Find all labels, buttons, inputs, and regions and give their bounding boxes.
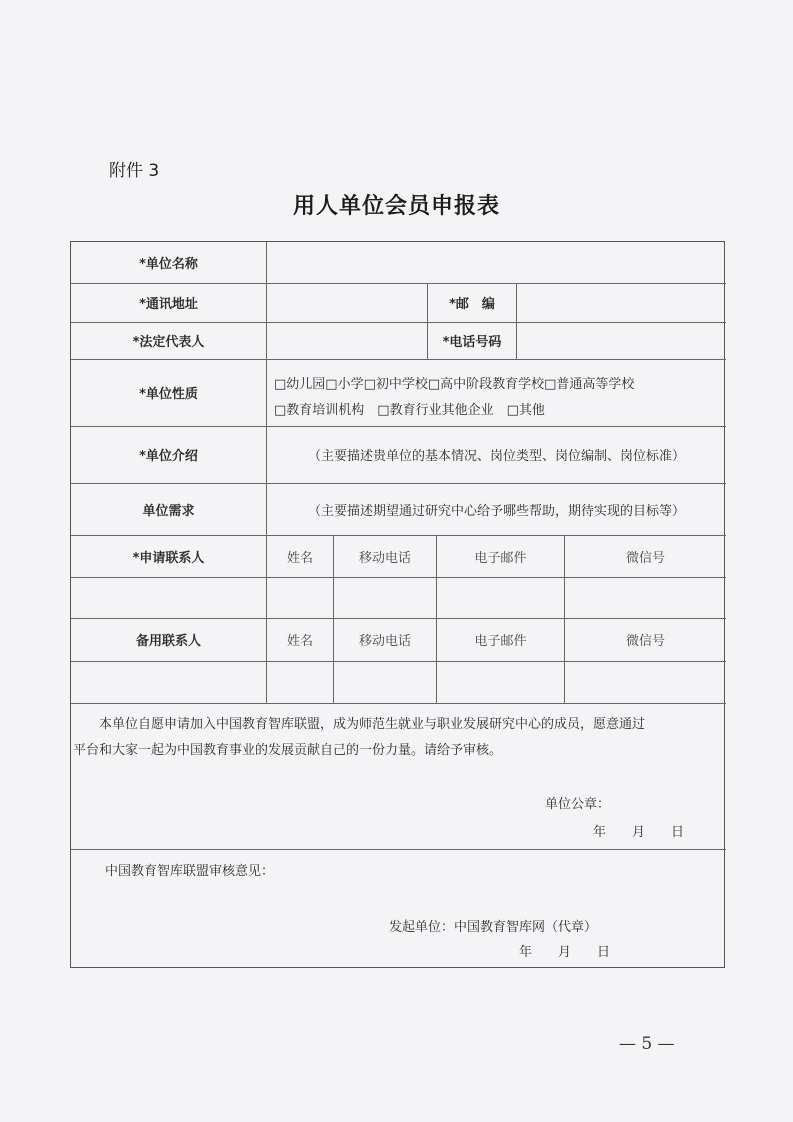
applicant-name-field[interactable] <box>267 577 333 618</box>
attachment-label: 附件 3 <box>109 161 160 181</box>
application-form-table <box>70 241 725 968</box>
address-field[interactable] <box>267 283 427 322</box>
form-title: 用人单位会员申报表 <box>292 193 500 219</box>
unit-nature-options-line1[interactable]: □幼儿园□小学□初中学校□高中阶段教育学校□普通高等学校 <box>274 376 635 392</box>
contact-col-name: 姓名 <box>286 550 313 566</box>
applicant-wechat-field[interactable] <box>565 577 726 618</box>
backup-email-field[interactable] <box>437 661 564 703</box>
seal-label: 单位公章： <box>545 797 611 812</box>
unit-nature-label: *单位性质 <box>139 387 198 402</box>
backup-col-wechat: 微信号 <box>625 634 665 649</box>
unit-intro-hint[interactable]: （主要描述贵单位的基本情况、岗位类型、岗位编制、岗位标准） <box>307 449 685 464</box>
backup-col-name: 姓名 <box>286 634 313 649</box>
postcode-field[interactable] <box>517 283 726 322</box>
contact-col-email: 电子邮件 <box>474 550 527 566</box>
unit-needs-label: 单位需求 <box>142 503 195 519</box>
review-opinion-label: 中国教育智库联盟审核意见： <box>105 864 275 879</box>
contact-col-mobile: 移动电话 <box>358 550 411 566</box>
backup-contact-label: 备用联系人 <box>135 634 201 649</box>
declaration-line2: 平台和大家一起为中国教育事业的发展贡献自己的一份力量。请给予审核。 <box>73 743 503 758</box>
applicant-email-field[interactable] <box>437 577 564 618</box>
backup-mobile-field[interactable] <box>334 661 436 703</box>
backup-name-field[interactable] <box>267 661 333 703</box>
unit-needs-hint[interactable]: （主要描述期望通过研究中心给予哪些帮助，期待实现的目标等） <box>307 503 685 519</box>
declaration-line1: 本单位自愿申请加入中国教育智库联盟，成为师范生就业与职业发展研究中心的成员，愿意通过 <box>99 717 646 732</box>
applicant-contact-label: *申请联系人 <box>132 550 205 566</box>
applicant-mobile-field[interactable] <box>334 577 436 618</box>
phone-field[interactable] <box>517 322 726 359</box>
backup-col-email: 电子邮件 <box>474 634 527 649</box>
legal-rep-label: *法定代表人 <box>132 335 205 350</box>
legal-rep-field[interactable] <box>267 322 427 359</box>
unit-name-field[interactable] <box>267 242 726 283</box>
contact-col-wechat: 微信号 <box>625 550 665 566</box>
phone-label: *电话号码 <box>442 335 502 350</box>
backup-col-mobile: 移动电话 <box>358 634 411 649</box>
unit-intro-label: *单位介绍 <box>139 449 198 464</box>
postcode-label: *邮 编 <box>449 297 495 312</box>
review-issuer-label: 发起单位：中国教育智库网（代章） <box>389 920 598 935</box>
backup-wechat-field[interactable] <box>565 661 726 703</box>
declaration-date: 年 月 日 <box>593 825 685 840</box>
unit-nature-options-line2[interactable]: □教育培训机构 □教育行业其他企业 □其他 <box>274 402 545 418</box>
review-date: 年 月 日 <box>519 945 611 960</box>
unit-name-label: *单位名称 <box>139 257 198 272</box>
page-number: — 5 — <box>619 1034 675 1054</box>
address-label: *通讯地址 <box>139 297 198 312</box>
